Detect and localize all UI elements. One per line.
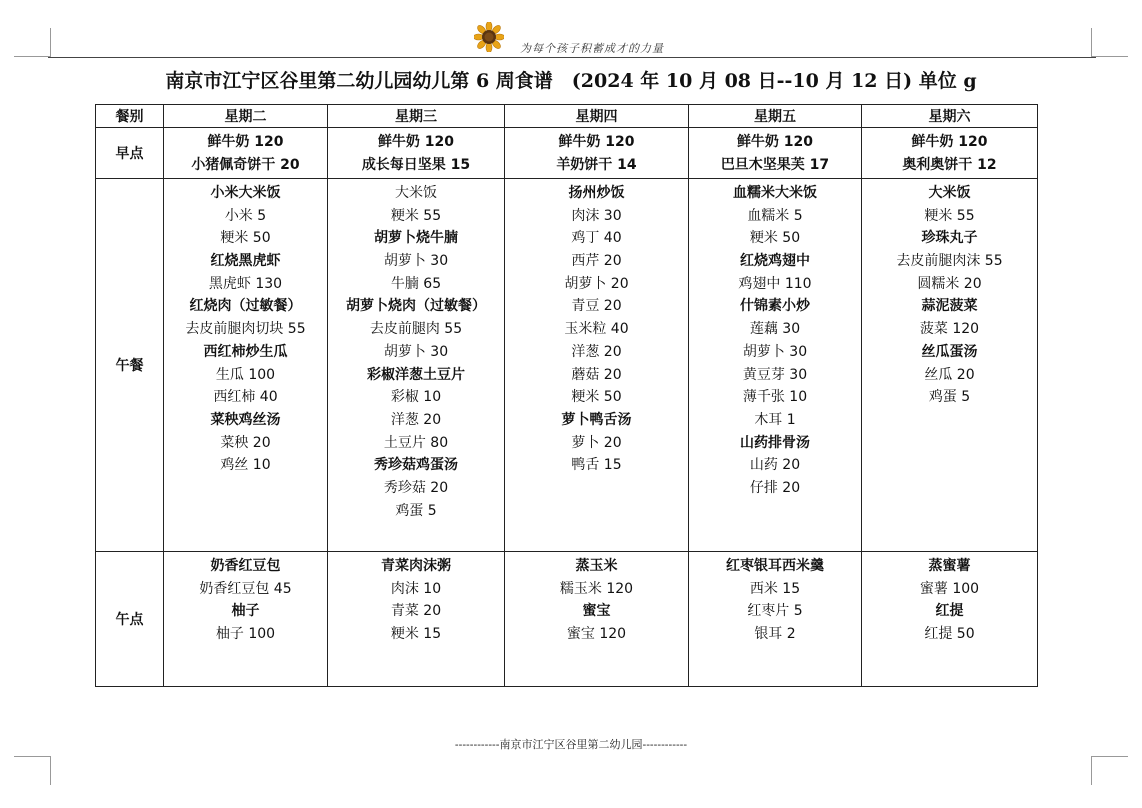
dish-name: 秀珍菇鸡蛋汤 xyxy=(374,457,458,474)
ingredient-line: 粳米 50 xyxy=(571,389,622,406)
ingredient-line: 蜜薯 100 xyxy=(919,580,980,597)
menu-cell xyxy=(164,179,328,552)
ingredient-line: 仔排 20 xyxy=(749,479,801,496)
menu-cell xyxy=(689,128,862,179)
header-row xyxy=(96,105,1038,128)
menu-cell xyxy=(689,552,862,687)
menu-cell xyxy=(164,552,328,687)
menu-cell xyxy=(862,552,1038,687)
dish-name: 菜秧鸡丝汤 xyxy=(210,411,281,428)
dish-name: 蜜宝 xyxy=(582,603,611,620)
breakfast-row xyxy=(96,128,1038,179)
dish-name: 成长每日坚果 15 xyxy=(361,156,471,173)
ingredient-line: 鸡蛋 5 xyxy=(928,389,971,406)
ingredient-line: 萝卜 20 xyxy=(571,434,622,451)
ingredient-line: 木耳 1 xyxy=(754,411,796,428)
dish-name: 巴旦木坚果芙 17 xyxy=(720,156,830,173)
menu-cell xyxy=(328,179,505,552)
ingredient-line: 牛腩 65 xyxy=(390,275,442,292)
menu-cell xyxy=(328,128,505,179)
ingredient-line: 胡萝卜 30 xyxy=(383,343,449,360)
ingredient-line: 鸭舌 15 xyxy=(571,457,622,474)
dish-name: 大米饭 xyxy=(928,185,971,201)
ingredient-line: 青菜 20 xyxy=(390,603,442,620)
dish-name: 丝瓜蛋汤 xyxy=(921,343,978,360)
ingredient-line: 粳米 50 xyxy=(749,230,801,247)
sunflower-icon xyxy=(474,22,504,52)
ingredient-line: 洋葱 20 xyxy=(390,411,442,428)
dish-name: 彩椒洋葱土豆片 xyxy=(367,366,465,383)
slogan: 为每个孩子积蓄成才的力量 xyxy=(520,42,664,55)
meal-label: 早点 xyxy=(96,128,164,179)
dish-name: 胡萝卜烧肉（过敏餐） xyxy=(346,298,486,315)
crop-mark-top-left xyxy=(14,28,51,57)
dish-name: 青菜肉沫粥 xyxy=(381,558,451,574)
ingredient-line: 菠菜 120 xyxy=(919,321,980,338)
dish-name: 蒸蜜薯 xyxy=(928,558,971,574)
ingredient-line: 蘑菇 20 xyxy=(571,366,622,383)
crop-mark-bottom-right xyxy=(1091,756,1128,785)
day-header: 星期三 xyxy=(328,105,505,128)
ingredient-line: 胡萝卜 30 xyxy=(742,343,808,360)
lunch-row xyxy=(96,179,1038,552)
menu-cell xyxy=(862,179,1038,552)
dish-name: 红烧黑虎虾 xyxy=(210,253,281,270)
ingredient-line: 红枣片 5 xyxy=(747,603,803,620)
ingredient-line: 土豆片 80 xyxy=(383,434,449,451)
ingredient-line: 鸡丝 10 xyxy=(220,457,271,474)
ingredient-line: 鸡丁 40 xyxy=(571,230,622,247)
dish-name: 蒸玉米 xyxy=(575,558,618,574)
menu-cell xyxy=(505,128,689,179)
ingredient-line: 大米饭 xyxy=(395,185,437,201)
ingredient-line: 鸡蛋 5 xyxy=(395,502,437,519)
dish-name: 萝卜鸭舌汤 xyxy=(561,411,632,428)
ingredient-line: 西红柿 40 xyxy=(213,389,278,406)
day-header: 星期二 xyxy=(164,105,328,128)
ingredient-line: 去皮前腿肉切块 55 xyxy=(185,321,306,338)
ingredient-line: 胡萝卜 30 xyxy=(383,253,449,270)
ingredient-line: 秀珍菇 20 xyxy=(383,479,449,496)
dish-name: 羊奶饼干 14 xyxy=(556,156,637,173)
dish-name: 扬州炒饭 xyxy=(568,185,625,201)
ingredient-line: 青豆 20 xyxy=(571,298,622,315)
dish-name: 鲜牛奶 120 xyxy=(207,134,284,150)
ingredient-line: 粳米 15 xyxy=(390,626,442,643)
ingredient-line: 奶香红豆包 45 xyxy=(199,580,292,597)
dish-name: 西红柿炒生瓜 xyxy=(203,343,288,360)
ingredient-line: 血糯米 5 xyxy=(747,207,803,224)
snack-row xyxy=(96,552,1038,687)
ingredient-line: 粳米 50 xyxy=(220,230,271,247)
dish-name: 红枣银耳西米羹 xyxy=(726,558,824,574)
ingredient-line: 莲藕 30 xyxy=(749,321,801,338)
menu-cell xyxy=(164,128,328,179)
ingredient-line: 圆糯米 20 xyxy=(917,275,982,292)
ingredient-line: 红提 50 xyxy=(924,626,975,643)
crop-mark-bottom-left xyxy=(14,756,51,785)
dish-name: 小猪佩奇饼干 20 xyxy=(191,156,300,173)
dish-name: 血糯米大米饭 xyxy=(733,185,817,201)
ingredient-line: 菜秧 20 xyxy=(220,434,271,451)
ingredient-line: 西芹 20 xyxy=(571,253,622,270)
dish-name: 鲜牛奶 120 xyxy=(736,134,814,150)
dish-name: 红烧肉（过敏餐） xyxy=(189,298,302,315)
menu-cell xyxy=(689,179,862,552)
menu-cell xyxy=(505,179,689,552)
dish-name: 红提 xyxy=(935,603,964,620)
ingredient-line: 黑虎虾 130 xyxy=(208,275,283,292)
dish-name: 什锦素小炒 xyxy=(740,298,810,315)
ingredient-line: 柚子 100 xyxy=(215,626,276,643)
ingredient-line: 粳米 55 xyxy=(390,207,442,224)
dish-name: 山药排骨汤 xyxy=(740,434,810,451)
header-rule xyxy=(48,57,1096,58)
dish-name: 鲜牛奶 120 xyxy=(911,134,988,150)
ingredient-line: 肉沫 10 xyxy=(390,580,442,597)
dish-name: 鲜牛奶 120 xyxy=(377,134,455,150)
ingredient-line: 生瓜 100 xyxy=(215,366,276,383)
dish-name: 红烧鸡翅中 xyxy=(740,253,810,270)
dish-name: 胡萝卜烧牛腩 xyxy=(374,230,458,247)
meal-label: 午点 xyxy=(96,552,164,687)
menu-table xyxy=(95,104,1038,687)
footer: ------------南京市江宁区谷里第二幼儿园------------ xyxy=(454,738,688,751)
ingredient-line: 胡萝卜 20 xyxy=(564,275,629,292)
menu-cell xyxy=(505,552,689,687)
day-header: 星期五 xyxy=(689,105,862,128)
ingredient-line: 丝瓜 20 xyxy=(924,366,975,383)
page-title: 南京市江宁区谷里第二幼儿园幼儿第 6 周食谱 (2024 年 10 月 08 日--10 月 12 日) 单位 g xyxy=(165,70,977,92)
dish-name: 鲜牛奶 120 xyxy=(558,134,635,150)
ingredient-line: 去皮前腿肉沫 55 xyxy=(896,253,1003,270)
ingredient-line: 彩椒 10 xyxy=(390,389,442,406)
ingredient-line: 山药 20 xyxy=(749,457,801,474)
ingredient-line: 小米 5 xyxy=(224,207,267,224)
dish-name: 奶香红豆包 xyxy=(210,558,281,574)
day-header: 星期六 xyxy=(862,105,1038,128)
ingredient-line: 鸡翅中 110 xyxy=(738,275,812,292)
menu-cell xyxy=(862,128,1038,179)
ingredient-line: 蜜宝 120 xyxy=(566,626,627,643)
ingredient-line: 银耳 2 xyxy=(754,626,796,643)
ingredient-line: 肉沫 30 xyxy=(571,207,622,224)
ingredient-line: 洋葱 20 xyxy=(571,343,622,360)
day-header: 星期四 xyxy=(505,105,689,128)
meal-label: 午餐 xyxy=(96,179,164,552)
ingredient-line: 玉米粒 40 xyxy=(564,321,629,338)
ingredient-line: 黄豆芽 30 xyxy=(742,366,808,383)
dish-name: 奥利奥饼干 12 xyxy=(902,156,997,173)
menu-cell xyxy=(328,552,505,687)
dish-name: 小米大米饭 xyxy=(210,185,281,201)
ingredient-line: 粳米 55 xyxy=(924,207,975,224)
ingredient-line: 去皮前腿肉 55 xyxy=(369,321,463,338)
ingredient-line: 糯玉米 120 xyxy=(559,580,634,597)
crop-mark-top-right xyxy=(1091,28,1128,57)
dish-name: 珍珠丸子 xyxy=(921,230,978,247)
dish-name: 柚子 xyxy=(231,603,260,620)
ingredient-line: 薄千张 10 xyxy=(742,389,808,406)
dish-name: 蒜泥菠菜 xyxy=(921,298,978,315)
ingredient-line: 西米 15 xyxy=(749,580,801,597)
corner-label: 餐别 xyxy=(96,105,164,128)
